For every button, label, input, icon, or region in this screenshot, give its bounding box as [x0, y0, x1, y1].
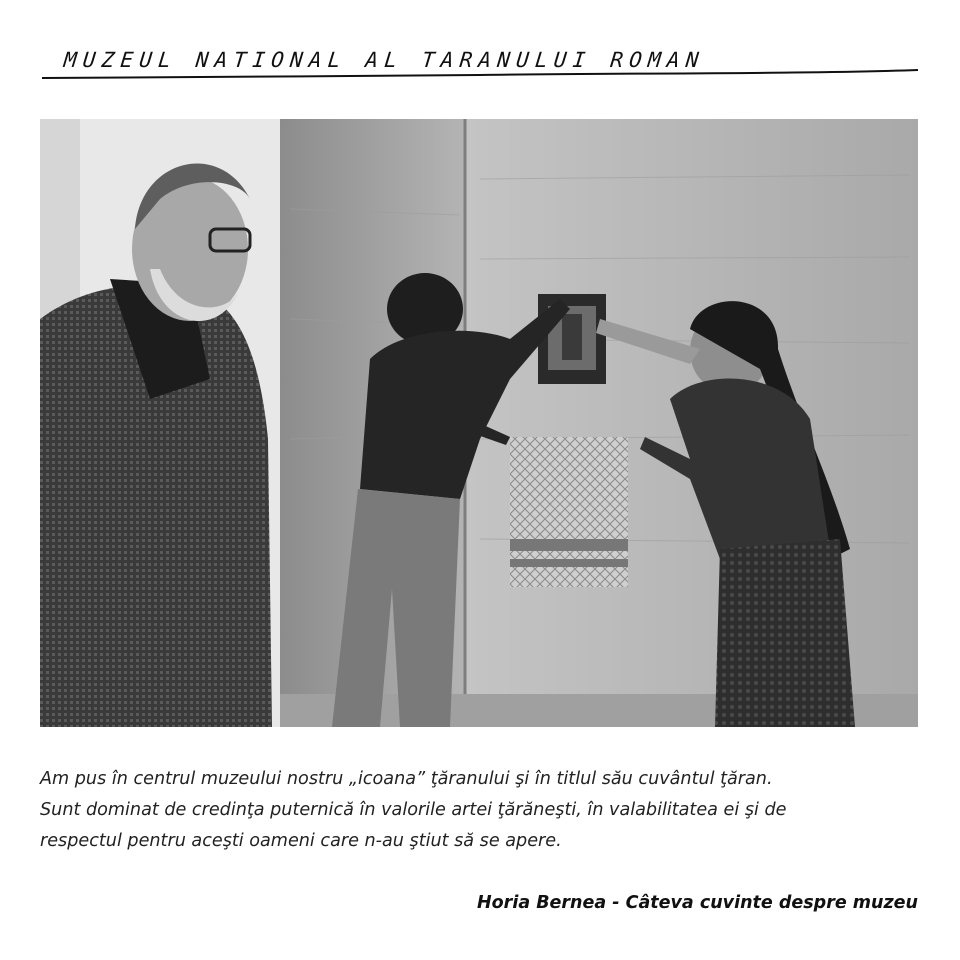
museum-photograph [40, 119, 918, 727]
quote-attribution: Horia Bernea - Câteva cuvinte despre muzeu [477, 893, 918, 913]
quote-line: Am pus în centrul muzeului nostru „icoana” ţăranului şi în titlul său cuvântul ţăran. [40, 769, 773, 789]
photograph-illustration [40, 119, 918, 727]
quote-line: respectul pentru aceşti oameni care n-au ştiut să se apere. [40, 831, 562, 851]
quote-line: Sunt dominat de credinţa puternică în valorile artei ţărăneşti, în valabilitatea ei şi de [40, 800, 787, 820]
woven-towel [510, 437, 628, 587]
hand-drawn-underline [40, 64, 920, 88]
museum-title: MUZEUL NATIONAL AL TARANULUI ROMAN [62, 48, 706, 72]
quote-text [40, 764, 920, 857]
museum-header [40, 44, 920, 88]
icon-frame [538, 294, 606, 384]
